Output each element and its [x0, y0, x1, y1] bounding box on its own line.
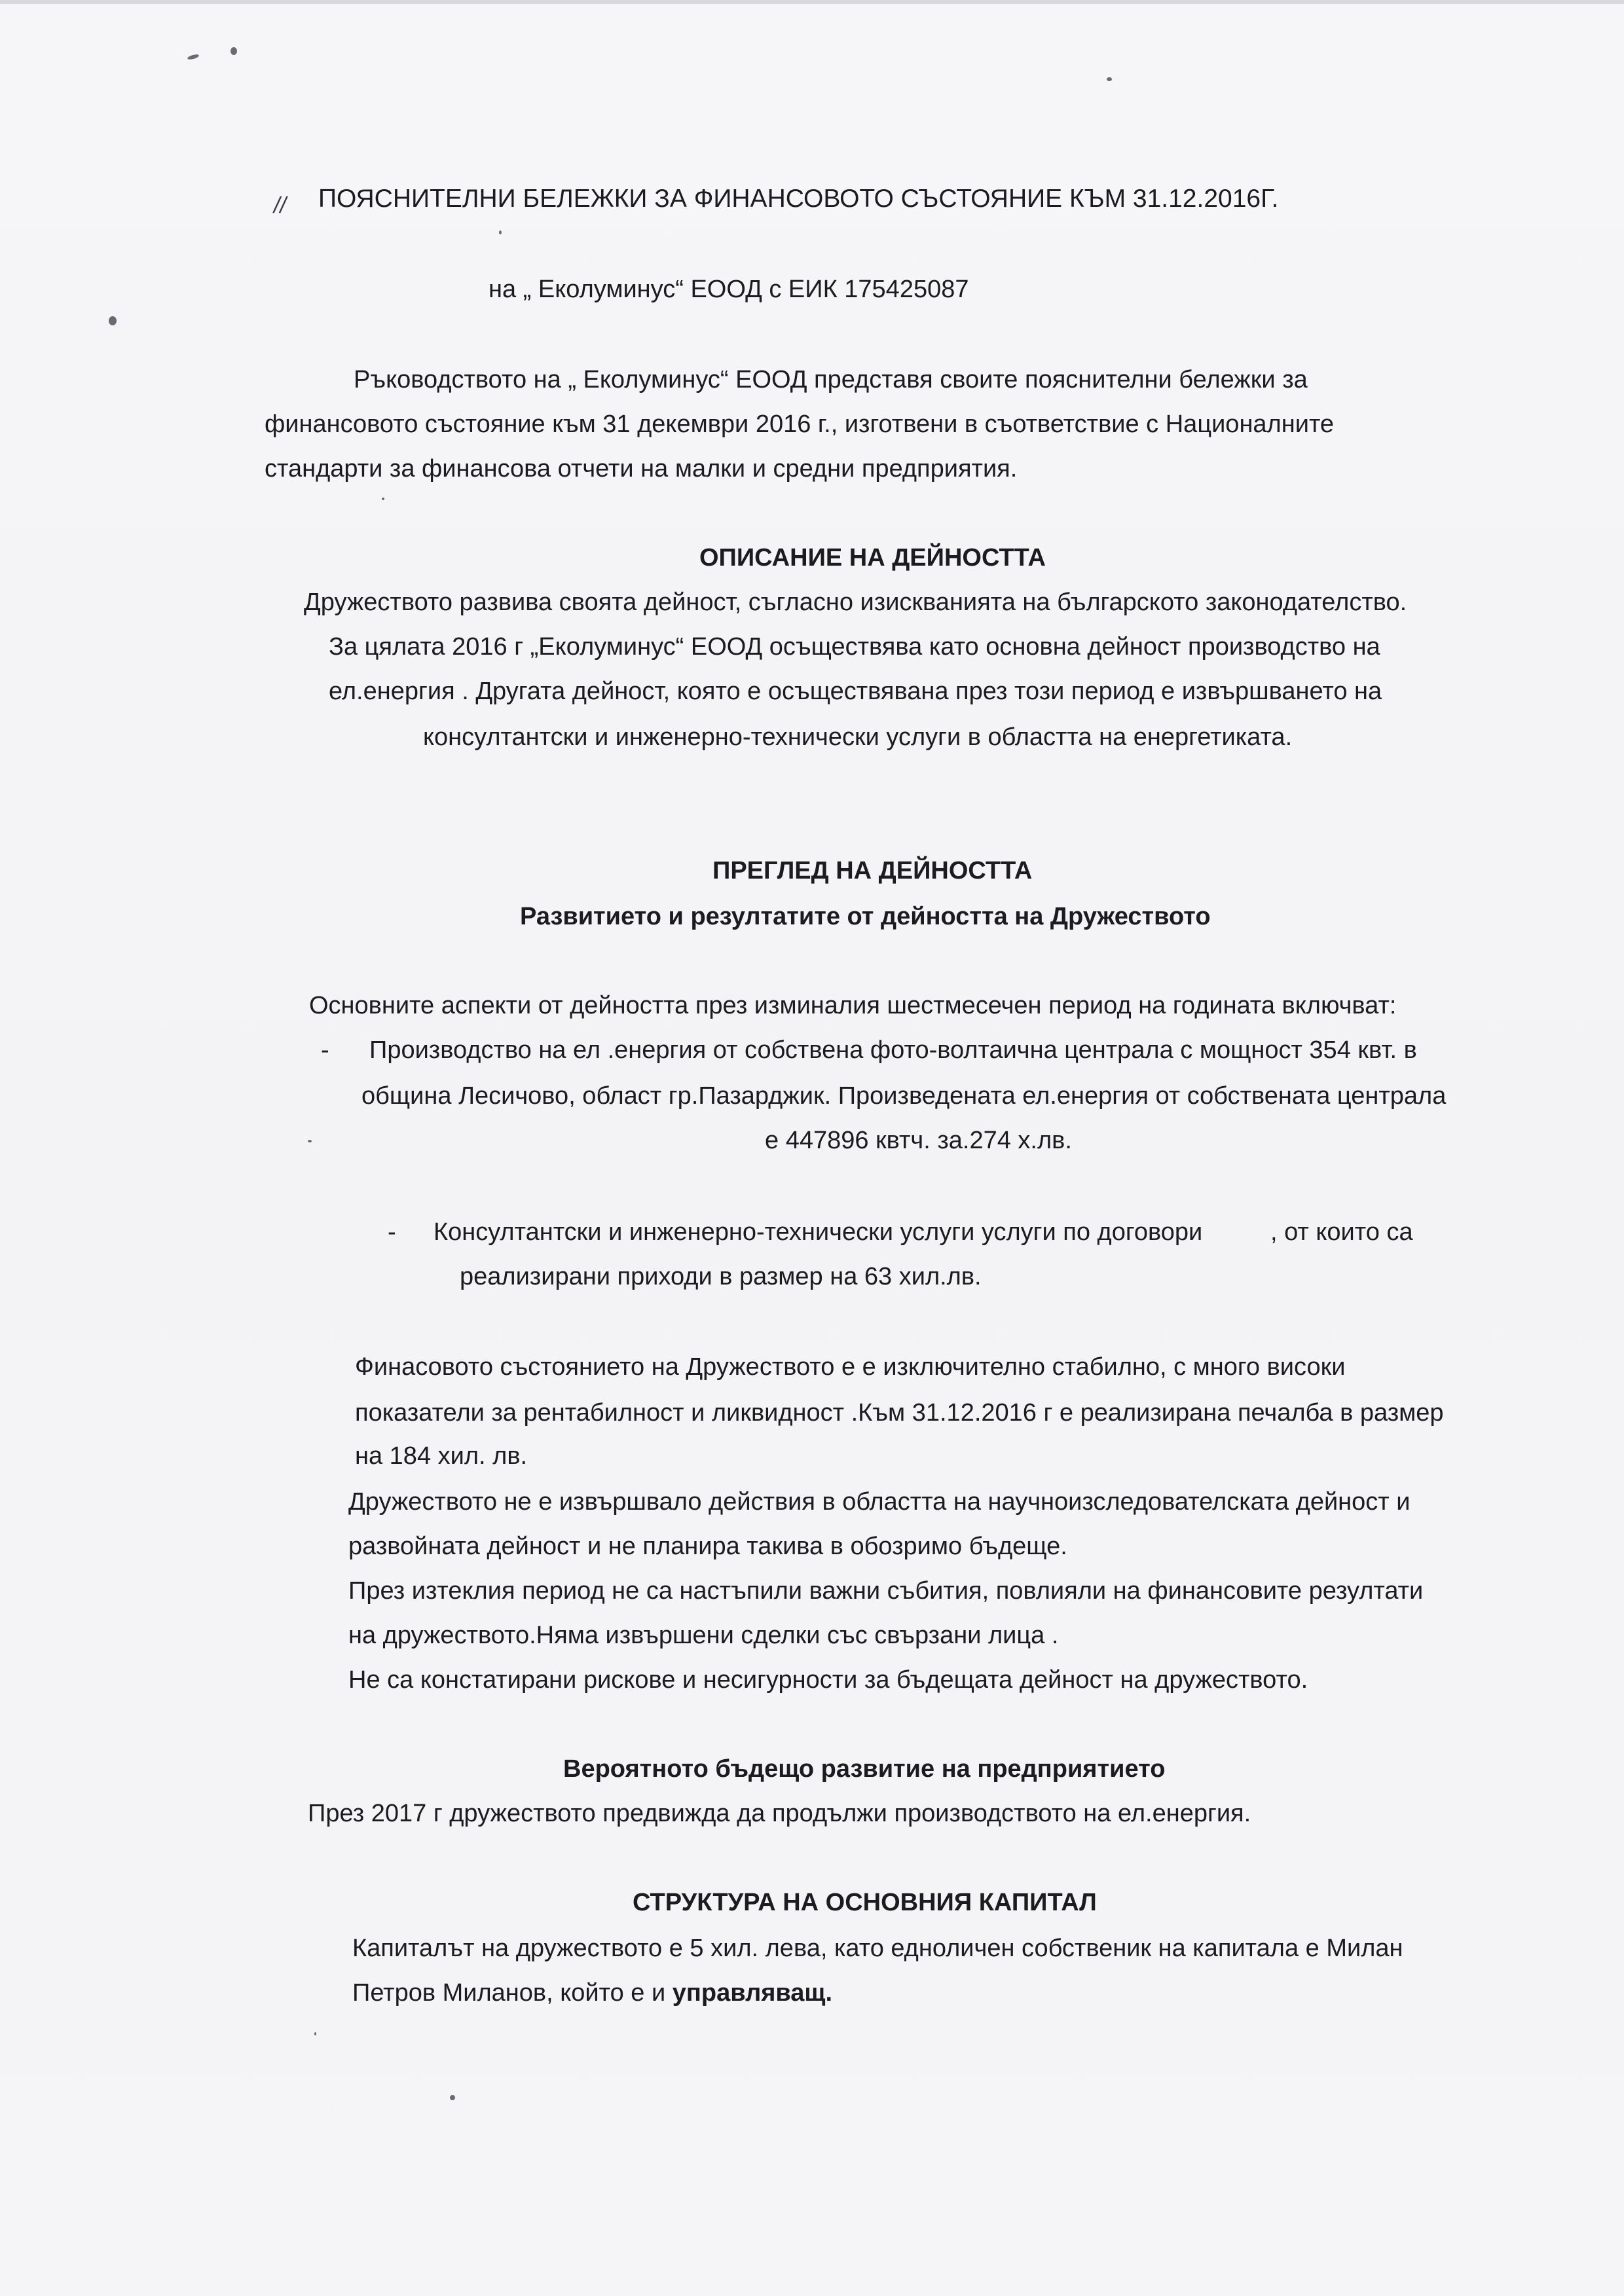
- scan-speck: [450, 2095, 455, 2100]
- scan-speck: [314, 2032, 316, 2035]
- scan-speck: [499, 230, 502, 234]
- capital-line-2: [352, 1977, 832, 2009]
- activity-review-lead: Основните аспекти от дейността през изминалия шестмесечен период на годината включват:: [309, 992, 1397, 1019]
- activity-description-line-4: консултантски и инженерно-технически услуги в областта на енергетиката.: [423, 723, 1293, 751]
- bullet-2-line-1-tail: , от които са: [1270, 1218, 1413, 1246]
- intro-line-1: Ръководството на „ Еколуминус“ ЕООД представя своите пояснителни бележки за: [354, 366, 1308, 393]
- future-heading: Вероятното бъдещо развитие на предприятието: [563, 1755, 1166, 1783]
- scan-edge: [0, 0, 1624, 4]
- bullet-1-line-1: Производство на ел .енергия от собствена фото-волтаична централа с мощност 354 квт. в: [369, 1036, 1417, 1064]
- capital-line-2-text: Петров Миланов, който е и: [352, 1979, 673, 2007]
- activity-description-line-3: ел.енергия . Другата дейност, която е осъществявана през този период е извършването на: [329, 678, 1382, 705]
- scan-speck: [1107, 77, 1112, 81]
- pen-mark: //: [274, 193, 286, 218]
- intro-line-3: стандарти за финансова отчети на малки и средни предприятия.: [265, 455, 1018, 483]
- scan-speck: [109, 316, 117, 325]
- capital-line-1: Капиталът на дружеството е 5 хил. лева, като едноличен собственик на капитала е Милан: [352, 1935, 1403, 1962]
- scan-speck: [231, 47, 237, 55]
- activity-review-subheading: Развитието и резултатите от дейността на Дружеството: [520, 903, 1211, 930]
- financial-line-2: показатели за рентабилност и ликвидност .Към 31.12.2016 г е реализирана печалба в размер: [355, 1399, 1444, 1427]
- capital-heading: СТРУКТУРА НА ОСНОВНИЯ КАПИТАЛ: [633, 1889, 1097, 1916]
- company-line: на „ Еколуминус“ ЕООД с ЕИК 175425087: [489, 276, 969, 303]
- bullet-marker: -: [321, 1036, 329, 1064]
- activity-description-line-2: За цялата 2016 г „Еколуминус“ ЕООД осъществява като основна дейност производство на: [329, 633, 1380, 661]
- bullet-1-line-3: е 447896 квтч. за.274 х.лв.: [765, 1127, 1072, 1154]
- financial-line-3: на 184 хил. лв.: [355, 1442, 528, 1470]
- financial-line-4: Дружеството не е извършвало действия в областта на научноизследователската дейност и: [348, 1488, 1411, 1516]
- bullet-marker: -: [388, 1218, 396, 1246]
- financial-line-6: През изтеклия период не са настъпили важни събития, повлияли на финансовите резултати: [348, 1577, 1424, 1605]
- intro-line-2: финансовото състояние към 31 декември 2016 г., изготвени в съответствие с Националните: [265, 410, 1335, 438]
- capital-line-2-bold: управляващ.: [672, 1979, 832, 2007]
- financial-line-1: Финасовото състоянието на Дружеството е е изключително стабилно, с много високи: [355, 1353, 1346, 1381]
- document-title: ПОЯСНИТЕЛНИ БЕЛЕЖКИ ЗА ФИНАНСОВОТО СЪСТОЯНИЕ КЪМ 31.12.2016Г.: [318, 185, 1279, 213]
- bullet-2-line-1: Консултантски и инженерно-технически услуги услуги по договори: [434, 1218, 1203, 1246]
- future-line: През 2017 г дружеството предвижда да продължи производството на ел.енергия.: [308, 1800, 1251, 1827]
- activity-review-heading: ПРЕГЛЕД НА ДЕЙНОСТТА: [712, 857, 1033, 884]
- activity-description-heading: ОПИСАНИЕ НА ДЕЙНОСТТА: [699, 544, 1046, 572]
- activity-description-line-1: Дружеството развива своята дейност, съгласно изискванията на българското законодателство.: [304, 589, 1407, 616]
- financial-line-7: на дружеството.Няма извършени сделки със свързани лица .: [348, 1622, 1059, 1649]
- bullet-1-line-2: община Лесичово, област гр.Пазарджик. Произведената ел.енергия от собствената централа: [361, 1082, 1447, 1110]
- bullet-2-line-2: реализирани приходи в размер на 63 хил.лв.: [460, 1263, 982, 1290]
- scan-speck: [382, 498, 384, 500]
- financial-line-8: Не са констатирани рискове и несигурности за бъдещата дейност на дружеството.: [348, 1666, 1308, 1694]
- scan-speck: [187, 54, 200, 60]
- financial-line-5: развойната дейност и не планира такива в обозримо бъдеще.: [348, 1533, 1067, 1560]
- scan-speck: [308, 1140, 312, 1142]
